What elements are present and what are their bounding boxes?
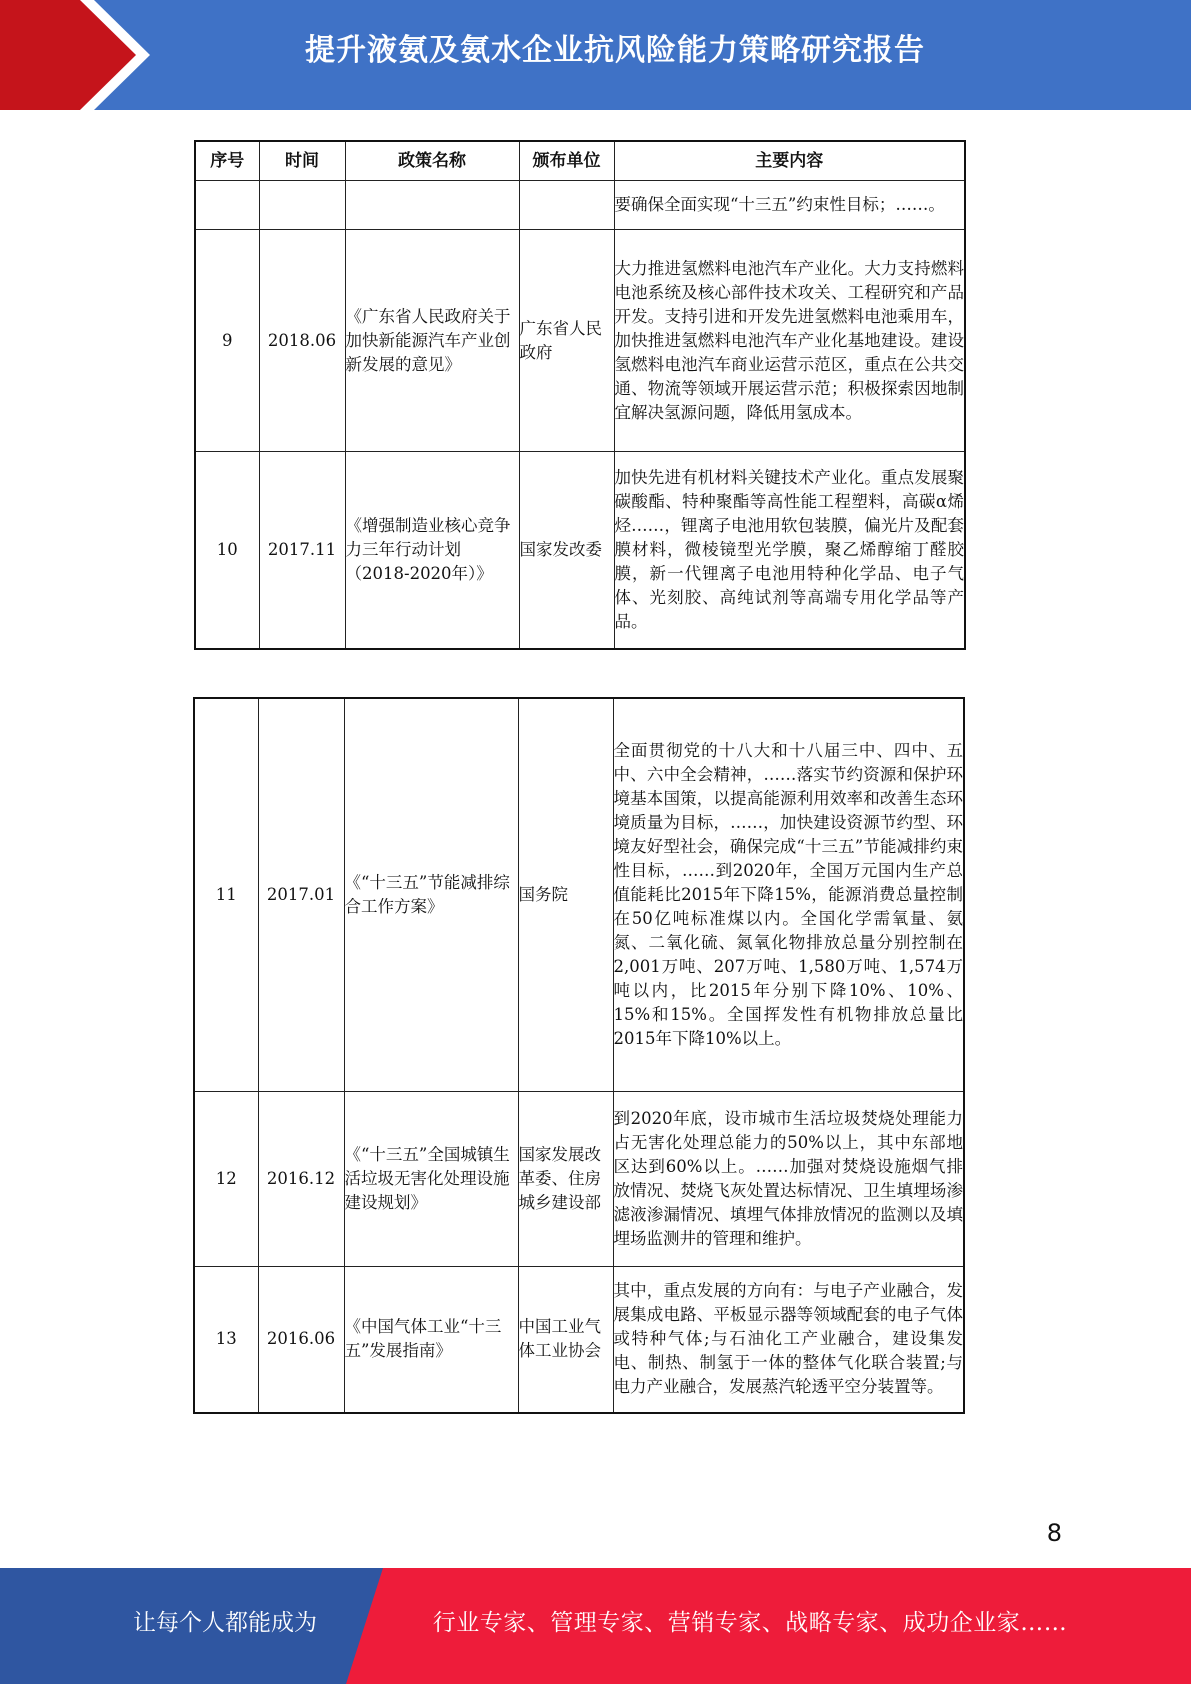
cell-policy-name: 《广东省人民政府关于加快新能源汽车产业创新发展的意见》 [345, 230, 519, 452]
cell-policy-name: 《“十三五”节能减排综合工作方案》 [344, 698, 518, 1091]
column-header-policy-name: 政策名称 [345, 141, 519, 181]
cell-policy-name: 《“十三五”全国城镇生活垃圾无害化处理设施建设规划》 [344, 1091, 518, 1266]
page-header [0, 0, 1191, 110]
cell-date: 2016.12 [258, 1091, 344, 1266]
table-row [195, 181, 965, 230]
cell-content: 大力推进氢燃料电池汽车产业化。大力支持燃料电池系统及核心部件技术攻关、工程研究和产品开发。支持引进和开发先进氢燃料电池乘用车，加快推进氢燃料电池汽车产业化基地建设。建设氢燃料电池汽车商业运营示范区，重点在公共交通、物流等领域开展运营示范；积极探索因地制宜解决氢源问题，降低用氢成本。 [614, 230, 965, 452]
cell-date: 2018.06 [259, 230, 345, 452]
column-header-date: 时间 [259, 141, 345, 181]
cell-policy-name: 《中国气体工业“十三五”发展指南》 [344, 1266, 518, 1413]
table-row [194, 1266, 964, 1413]
cell-content: 其中，重点发展的方向有：与电子产业融合，发展集成电路、平板显示器等领域配套的电子气体或特种气体;与石油化工产业融合，建设集发电、制热、制氢于一体的整体气化联合装置;与电力产业融合，发展蒸汽轮透平空分装置等。 [613, 1266, 964, 1413]
cell-content: 要确保全面实现“十三五”约束性目标；……。 [614, 181, 965, 230]
column-header-issuer: 颁布单位 [519, 141, 614, 181]
cell-issuer: 国家发展改革委、住房城乡建设部 [518, 1091, 613, 1266]
footer-slogan-left: 让每个人都能成为 [133, 1610, 317, 1636]
cell-date: 2017.01 [258, 698, 344, 1091]
policy-table [194, 140, 966, 650]
cell-date: 2017.11 [259, 452, 345, 649]
table-header-row [195, 141, 965, 181]
table-row [194, 698, 964, 1091]
cell-content: 全面贯彻党的十八大和十八届三中、四中、五中、六中全会精神，……落实节约资源和保护环境基本国策，以提高能源利用效率和改善生态环境质量为目标，……，加快建设资源节约型、环境友好型社会，确保完成“十三五”节能减排约束性目标，……到2020年，全国万元国内生产总值能耗比2015年下降15%，能源消费总量控制在50亿吨标准煤以内。全国化学需氧量、氨氮、二氧化硫、氮氧化物排放总量分别控制在2,001万吨、207万吨、1,580万吨、1,574万吨以内，比2015年分别下降10%、10%、15%和15%。全国挥发性有机物排放总量比2015年下降10%以上。 [613, 698, 964, 1091]
cell-issuer: 国务院 [518, 698, 613, 1091]
cell-no: 10 [195, 452, 259, 649]
cell-policy-name [345, 181, 519, 230]
table-row [195, 452, 965, 649]
column-header-content: 主要内容 [614, 141, 965, 181]
cell-issuer: 广东省人民政府 [519, 230, 614, 452]
footer-slogan-right: 行业专家、管理专家、营销专家、战略专家、成功企业家…… [432, 1610, 1068, 1636]
column-header-no: 序号 [195, 141, 259, 181]
report-title: 提升液氨及氨水企业抗风险能力策略研究报告 [305, 33, 925, 68]
cell-policy-name: 《增强制造业核心竞争力三年行动计划（2018-2020年）》 [345, 452, 519, 649]
cell-issuer: 国家发改委 [519, 452, 614, 649]
cell-content: 到2020年底，设市城市生活垃圾焚烧处理能力占无害化处理总能力的50%以上，其中东部地区达到60%以上。……加强对焚烧设施烟气排放情况、焚烧飞灰处置达标情况、卫生填埋场渗滤液渗漏情况、填埋气体排放情况的监测以及填埋场监测井的管理和维护。 [613, 1091, 964, 1266]
cell-issuer: 中国工业气体工业协会 [518, 1266, 613, 1413]
cell-no: 11 [194, 698, 258, 1091]
cell-no: 13 [194, 1266, 258, 1413]
cell-content: 加快先进有机材料关键技术产业化。重点发展聚碳酸酯、特种聚酯等高性能工程塑料，高碳α烯烃……，锂离子电池用软包装膜，偏光片及配套膜材料，微棱镜型光学膜，聚乙烯醇缩丁醛胶膜，新一代锂离子电池用特种化学品、电子气体、光刻胶、高纯试剂等高端专用化学品等产品。 [614, 452, 965, 649]
cell-date [259, 181, 345, 230]
page-footer [0, 1568, 1191, 1684]
cell-issuer [519, 181, 614, 230]
cell-no: 9 [195, 230, 259, 452]
cell-no [195, 181, 259, 230]
table-row [195, 230, 965, 452]
page-number: 8 [1046, 1519, 1062, 1547]
cell-no: 12 [194, 1091, 258, 1266]
cell-date: 2016.06 [258, 1266, 344, 1413]
table-row [194, 1091, 964, 1266]
policy-table-continued [193, 697, 965, 1414]
